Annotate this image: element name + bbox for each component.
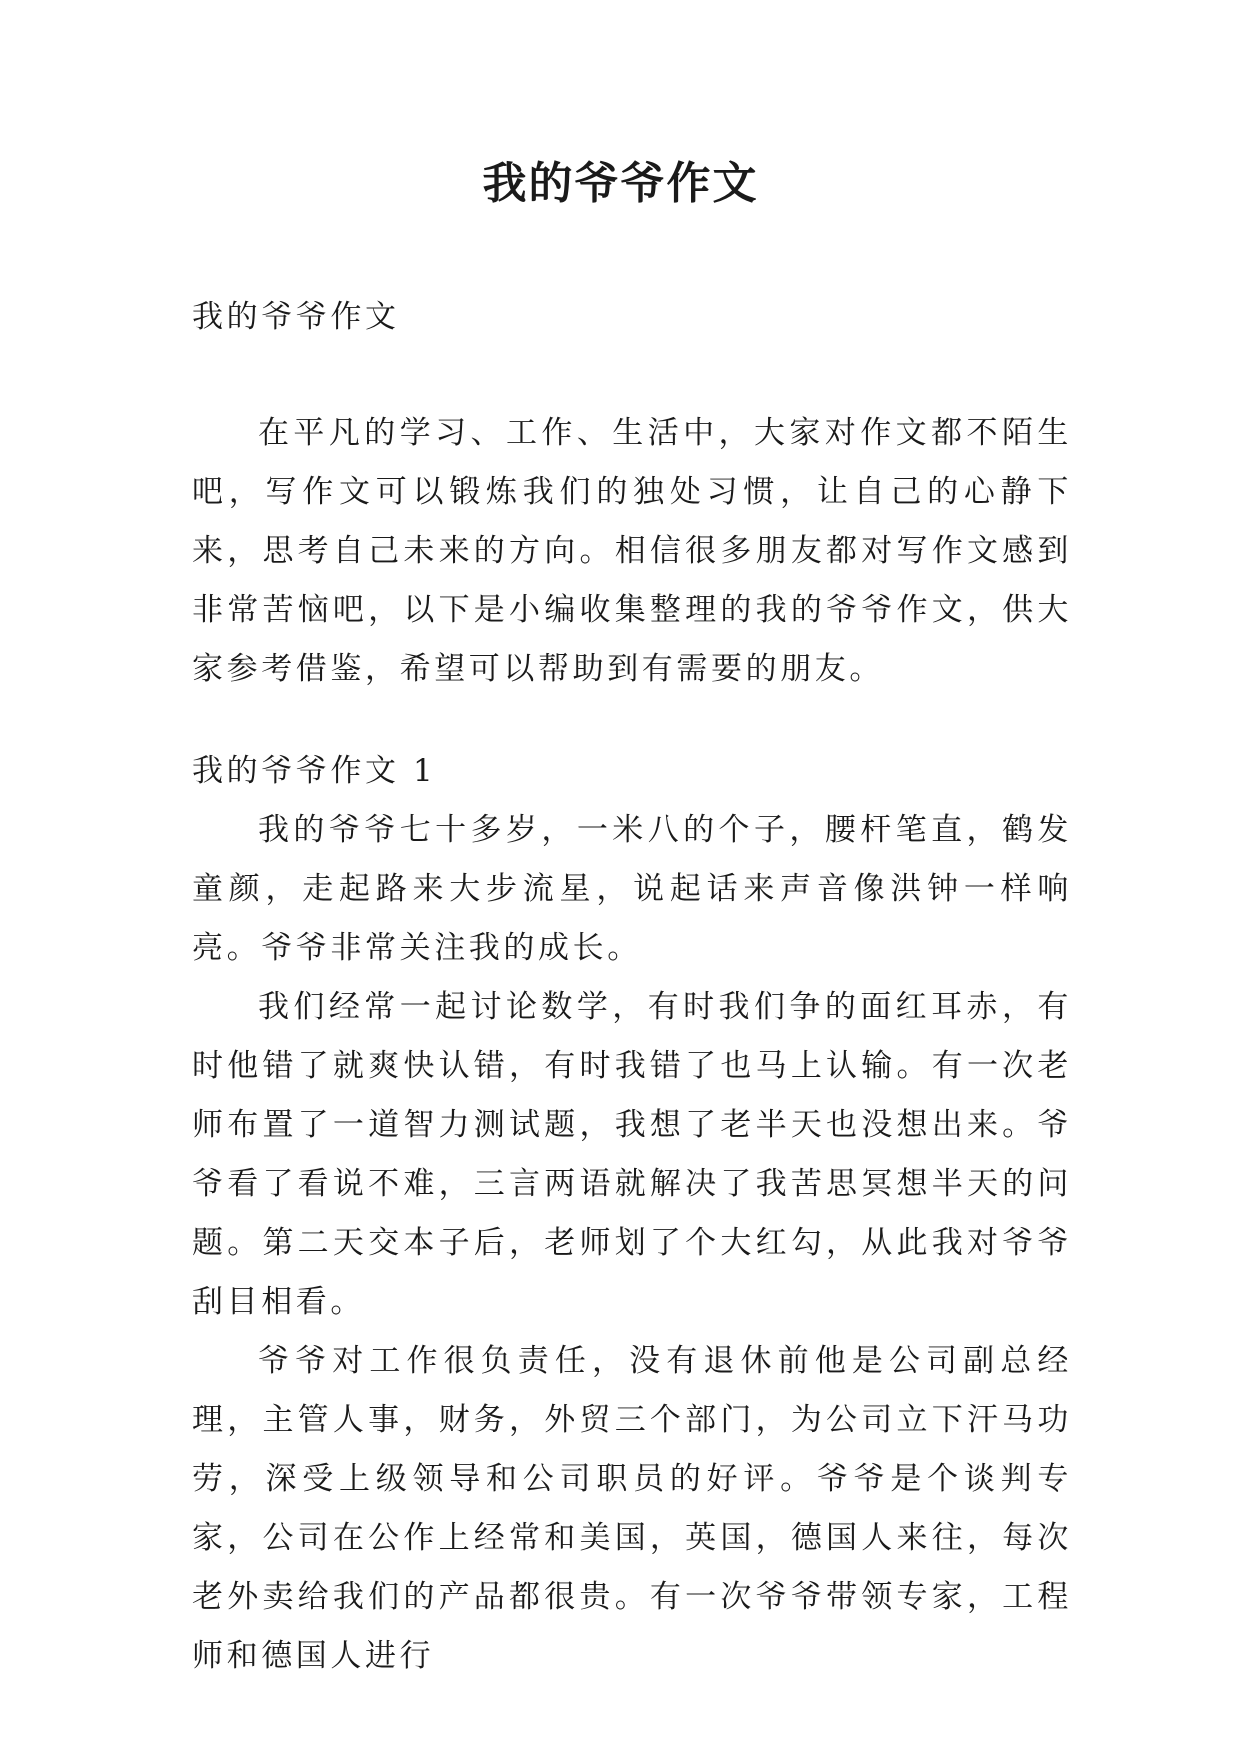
section-heading: 我的爷爷作文 1 <box>192 753 437 789</box>
essay-paragraph-3: 爷爷对工作很负责任，没有退休前他是公司副总经理，主管人事，财务，外贸三个部门，为公司立下汗马功劳，深受上级领导和公司职员的好评。爷爷是个谈判专家，公司在公作上经常和美国，英国，德国人来往，每次老外卖给我们的产品都很贵。有一次爷爷带领专家，工程师和德国人进行 <box>192 1343 1072 1674</box>
essay-paragraph-1: 我的爷爷七十多岁，一米八的个子，腰杆笔直，鹤发童颜，走起路来大步流星，说起话来声音像洪钟一样响亮。爷爷非常关注我的成长。 <box>192 812 1072 966</box>
document-title: 我的爷爷作文 <box>482 158 759 209</box>
essay-body <box>192 801 1072 1686</box>
essay-paragraph-2: 我们经常一起讨论数学，有时我们争的面红耳赤，有时他错了就爽快认错，有时我错了也马上认输。有一次老师布置了一道智力测试题，我想了老半天也没想出来。爷爷看了看说不难，三言两语就解决了我苦思冥想半天的问题。第二天交本子后，老师划了个大红勾，从此我对爷爷刮目相看。 <box>192 989 1072 1320</box>
document-subtitle: 我的爷爷作文 <box>192 299 400 335</box>
intro-paragraph: 在平凡的学习、工作、生活中，大家对作文都不陌生吧，写作文可以锻炼我们的独处习惯，让自己的心静下来，思考自己未来的方向。相信很多朋友都对写作文感到非常苦恼吧，以下是小编收集整理的我的爷爷作文，供大家参考借鉴，希望可以帮助到有需要的朋友。 <box>192 415 1072 687</box>
